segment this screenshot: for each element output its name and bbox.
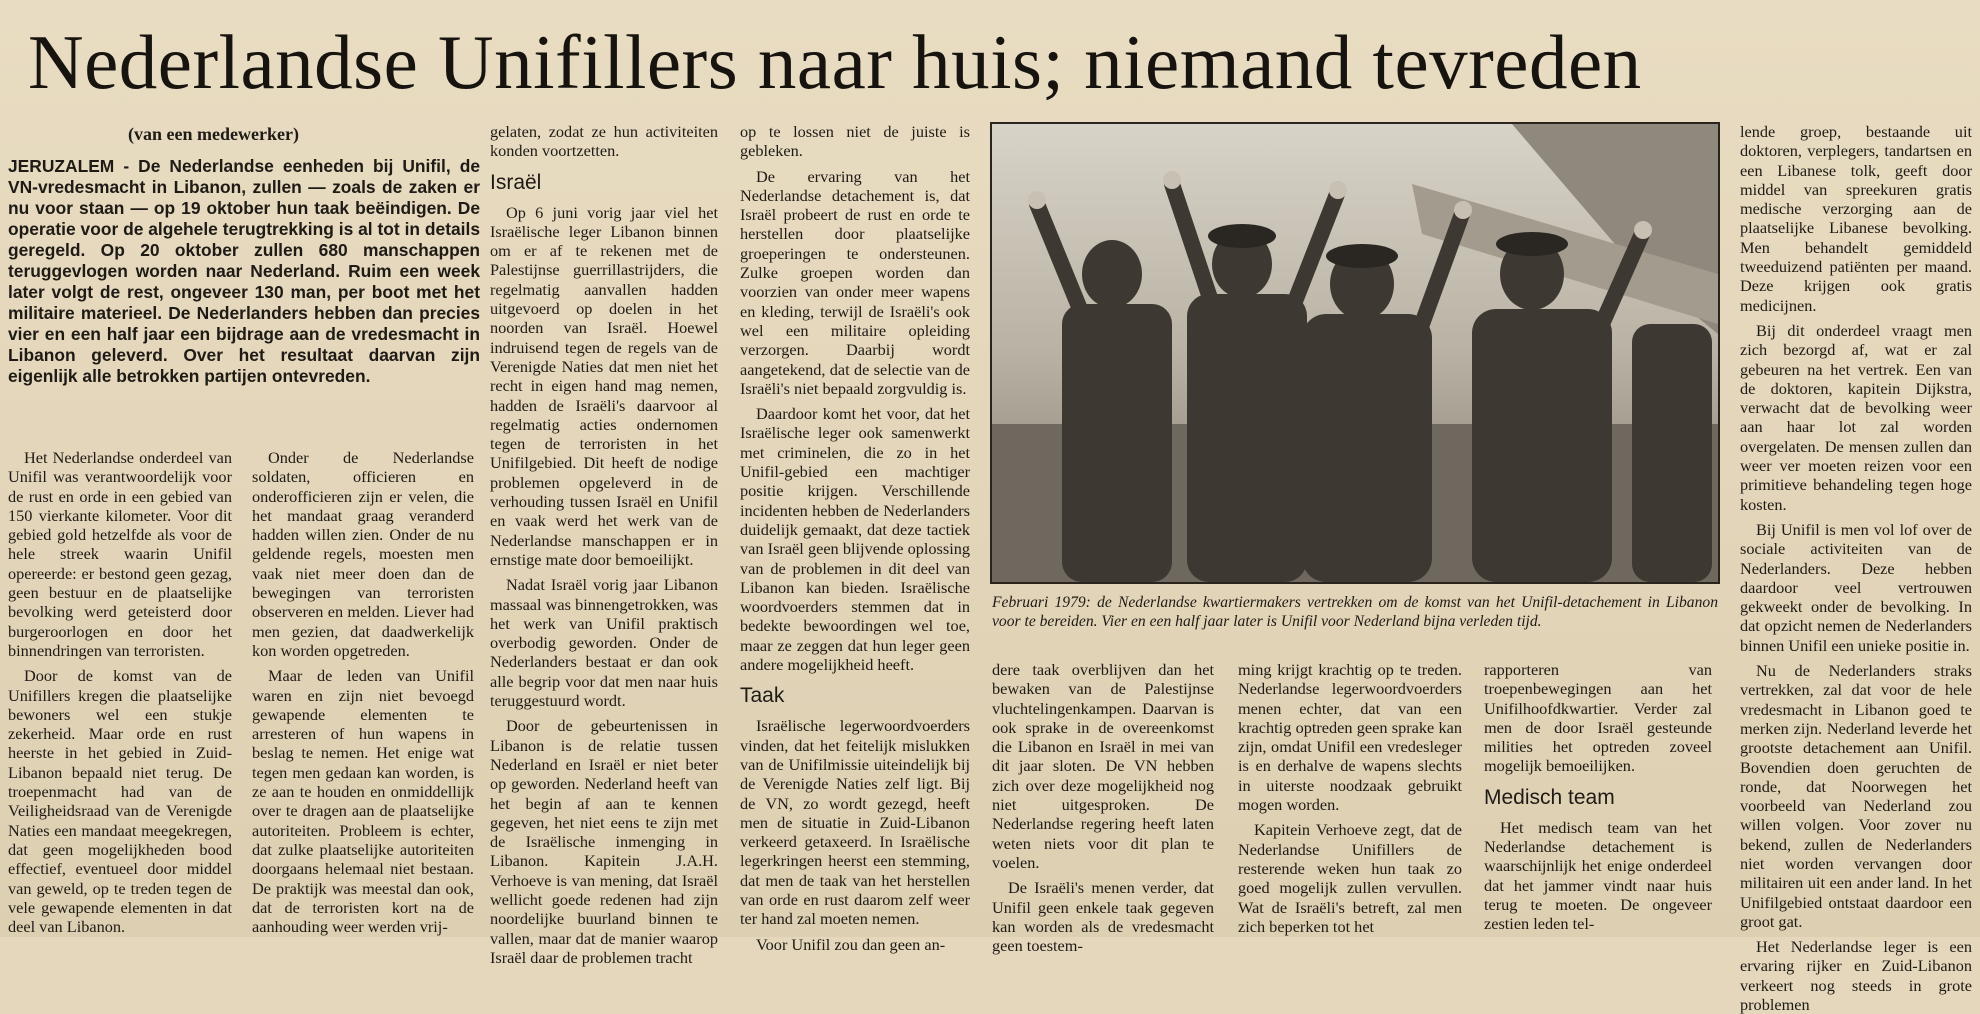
paragraph: Nu de Nederlanders straks vertrekken, zal dat voor de hele vredesmacht in Libanon goed te merken zijn. Nederland leverde het grootste detachement aan Unifil. Bovendien doen geruchten de ronde, dat Noorwegen het voorbeeld van Nederland zou willen volgen. Voor zover nu bekend, zullen de Nederlanders niet worden vervangen door militairen uit een ander land. In het Unifilgebied ontstaat daardoor een groot gat. xyxy=(1740,661,1972,931)
byline: (van een medewerker) xyxy=(128,124,299,144)
paragraph: Het medisch team van het Nederlandse detachement is waarschijnlijk het enige onderdeel dat het jammer vindt naar huis terug te moeten. De ongeveer zestien leden tel- xyxy=(1484,817,1712,934)
soldiers-photo-image xyxy=(992,124,1718,582)
paragraph: Het Nederlandse onderdeel van Unifil was verantwoordelijk voor de rust en orde in een gebied van 150 vierkante kilometer. Voor dit gebied gold hetzelfde als voor de hele streek waarin Unifil opereerde: er bestond geen gezag, geen bestuur en de plaatselijke bevolking werd geteisterd door burgeroorlogen en door het binnendringen van terroristen. xyxy=(8,448,232,660)
paragraph: gelaten, zodat ze hun activiteiten konden voortzetten. xyxy=(490,122,718,161)
subheading-medisch-team: Medisch team xyxy=(1484,785,1615,809)
paragraph: Door de komst van de Unifillers kregen die plaatselijke bewoners wel een stukje zekerheid. Maar orde en rust heerste in het gebied in Zuid-Libanon bepaald niet terug. De troepenmacht had van de Veiligheidsraad van de Verenigde Naties een mandaat meegekregen, dat geen mogelijkheden bood effectief, eventueel door middel van geweld, op te treden tegen de vele gewapende elementen in dat deel van Libanon. xyxy=(8,666,232,937)
paragraph: Voor Unifil zou dan geen an- xyxy=(756,934,946,954)
column-6 xyxy=(1238,660,1462,936)
paragraph: De ervaring van het Nederlandse detachement is, dat Israël probeert de rust en orde te herstellen door plaatselijke groeperingen te ondersteunen. Zulke groepen worden dan voorzien van onder meer wapens en kleding, terwijl de Israëli's ook wel een militaire opleiding verzorgen. Daarbij wordt aangetekend, dat de selectie van de Israëli's niet bepaald zorgvuldig is. xyxy=(740,166,970,398)
paragraph: Daardoor komt het voor, dat het Israëlische leger ook samenwerkt met criminelen, die zo in het Unifil-gebied een machtiger positie krijgen. Verschillende incidenten hebben de Nederlanders duidelijk gemaakt, dat deze tactiek van Israël geen blijvende oplossing van de problemen in dit deel van Libanon kan bieden. Israëlische woordvoerders stemmen dat in bedekte bewoordingen wel toe, maar ze zeggen dat hun leger geen andere mogelijkheid heeft. xyxy=(740,404,970,675)
paragraph: op te lossen niet de juiste is gebleken. xyxy=(740,122,970,161)
paragraph: Door de gebeurtenissen in Libanon is de relatie tussen Nederland en Israël er niet beter op geworden. Nederland heeft van het begin af aan te kennen gegeven, het niet eens te zijn met de Israëlische inmenging in Libanon. Kapitein J.A.H. Verhoeve is van mening, dat Israël wellicht goede redenen had zijn noordelijke buurland binnen te vallen, maar dat de manier waarop Israël daar de problemen tracht xyxy=(490,716,718,967)
column-7 xyxy=(1484,660,1712,932)
column-1 xyxy=(8,448,232,937)
paragraph: dere taak overblijven dan het bewaken van de Palestijnse vluchtelingenkampen. Daarvan is ook sprake in de overeenkomst die Libanon en Israël in mei van dit jaar sloten. De VN hebben zich over deze mogelijkheid nog niet uitgesproken. De Nederlandse regering heeft laten weten niets voor dit plan te voelen. xyxy=(992,660,1214,872)
paragraph: Het Nederlandse leger is een ervaring rijker en Zuid-Libanon verkeert nog steeds in grote problemen xyxy=(1740,937,1972,1014)
paragraph: lende groep, bestaande uit doktoren, verplegers, tandartsen en een Libanese tolk, geeft door middel van spreekuren gratis medische verzorging aan de plaatselijke Libanese bevolking. Men behandelt gemiddeld tweeduizend patiënten per maand. Deze krijgen ook gratis medicijnen. xyxy=(1740,122,1972,315)
paragraph: Nadat Israël vorig jaar Libanon massaal was binnengetrokken, was het werk van Unifil praktisch overbodig geworden. Onder de Nederlanders bestaat er dan ook alle begrip voor dat men naar huis teruggestuurd wordt. xyxy=(490,575,718,711)
paragraph: rapporteren van troepenbewegingen aan het Unifilhoofdkwartier. Verder zal men de door Israël gesteunde milities het optreden zoveel mogelijk bemoeilijken. xyxy=(1484,660,1712,776)
subheading-taak: Taak xyxy=(740,684,785,708)
column-5 xyxy=(992,660,1214,956)
paragraph: De Israëli's menen verder, dat Unifil geen enkele taak gegeven kan worden als de vredesmacht geen toestem- xyxy=(992,878,1214,956)
paragraph: Bij Unifil is men vol lof over de sociale activiteiten van de Nederlanders. Deze hebben daardoor veel vertrouwen gekweekt onder de bevolking. In dat opzicht nemen de Nederlanders binnen Unifil een unieke positie in. xyxy=(1740,519,1972,655)
paragraph: Onder de Nederlandse soldaten, officieren en onderofficieren zijn er velen, die het mandaat graag veranderd hadden willen zien. Onder de nu geldende regels, moesten men vaak niet meer doen dan de bewegingen van terroristen observeren en melden. Liever had men gezien, dat daadwerkelijk kon worden opgetreden. xyxy=(252,448,474,660)
column-8 xyxy=(1740,122,1972,1014)
news-photo xyxy=(990,122,1720,584)
photo-caption: Februari 1979: de Nederlandse kwartiermakers vertrekken om de komst van het Unifil-detachement in Libanon voor te bereiden. Vier en een half jaar later is Unifil voor Nederland bijna verleden tijd. xyxy=(992,594,1718,630)
paragraph: Bij dit onderdeel vraagt men zich bezorgd af, wat er zal gebeuren na het vertrek. Een van de doktoren, kapitein Dijkstra, verwacht dat de bevolking weer aan haar lot zal worden overgelaten. De mensen zullen dan weer ver moeten reizen voor een primitieve behandeling tegen hoge kosten. xyxy=(1740,320,1972,514)
column-4 xyxy=(740,122,970,954)
paragraph: ming krijgt krachtig op te treden. Nederlandse legerwoordvoerders menen echter, dat van een krachtig optreden geen sprake kan zijn, omdat Unifil een vredesleger is en derhalve de wapens slechts in uiterste noodzaak gebruikt mogen worden. xyxy=(1238,660,1462,815)
paragraph: Maar de leden van Unifil waren en zijn niet bevoegd gewapende elementen te arresteren of hun wapens in beslag te nemen. Het enige wat tegen men gedaan kan worden, is ze aan te houden en onmiddellijk over te dragen aan de plaatselijke autoriteiten. Probleem is echter, dat zulke plaatselijke autoriteiten doorgaans helemaal niet bestaan. De praktijk was meestal dan ook, dat de terroristen kort na de aanhouding weer werden vrij- xyxy=(252,666,474,937)
column-2 xyxy=(252,448,474,937)
headline: Nederlandse Unifillers naar huis; niemand tevreden xyxy=(28,19,1642,105)
column-3 xyxy=(490,122,718,967)
paragraph: Israëlische legerwoordvoerders vinden, dat het feitelijk mislukken van de Unifilmissie uiteindelijk bij de Verenigde Naties zelf ligt. Bij de VN, zo wordt gezegd, heeft men de situatie in Zuid-Libanon verkeerd getaxeerd. In Israëlische legerkringen heerst een stemming, dat men de taak van het herstellen van orde en rust daarom zelf weer ter hand zal moeten nemen. xyxy=(740,716,970,929)
paragraph: Kapitein Verhoeve zegt, dat de Nederlandse Unifillers de resterende weken hun taak zo goed mogelijk zullen vervullen. Wat de Israëli's betreft, zal men zich beperken tot het xyxy=(1238,820,1462,936)
lead-paragraph: JERUZALEM - De Nederlandse eenheden bij Unifil, de VN-vredesmacht in Libanon, zullen — zoals de zaken er nu voor staan — op 19 oktober hun taak beëindigen. De operatie voor de algehele terugtrekking is al tot in details geregeld. Op 20 oktober zullen 680 manschappen teruggevlogen worden naar Nederland. Ruim een week later volgt de rest, ongeveer 130 man, per boot met het militaire materieel. De Nederlanders hebben dan precies vier en een half jaar een bijdrage aan de vredesmacht in Libanon geleverd. Over het resultaat daarvan zijn eigenlijk alle betrokken partijen ontevreden. xyxy=(8,156,480,386)
subheading-israel: Israël xyxy=(490,170,542,194)
paragraph: Op 6 juni vorig jaar viel het Israëlische leger Libanon binnen om er af te rekenen met de Palestijnse guerrillastrijders, die regelmatig aanvallen hadden uitgevoerd op doelen in het noorden van Israël. Hoewel indruisend tegen de regels van de Verenigde Naties dat men niet het recht in eigen hand mag nemen, hadden de Israëli's daarvoor al regelmatig acties ondernomen tegen de terroristen in het Unifilgebied. Dit heeft de nodige problemen opgeleverd in de verhouding tussen Israël en Unifil en vaak werd het werk van de Nederlandse manschappen er in ernstige mate door bemoeilijkt. xyxy=(490,202,718,569)
